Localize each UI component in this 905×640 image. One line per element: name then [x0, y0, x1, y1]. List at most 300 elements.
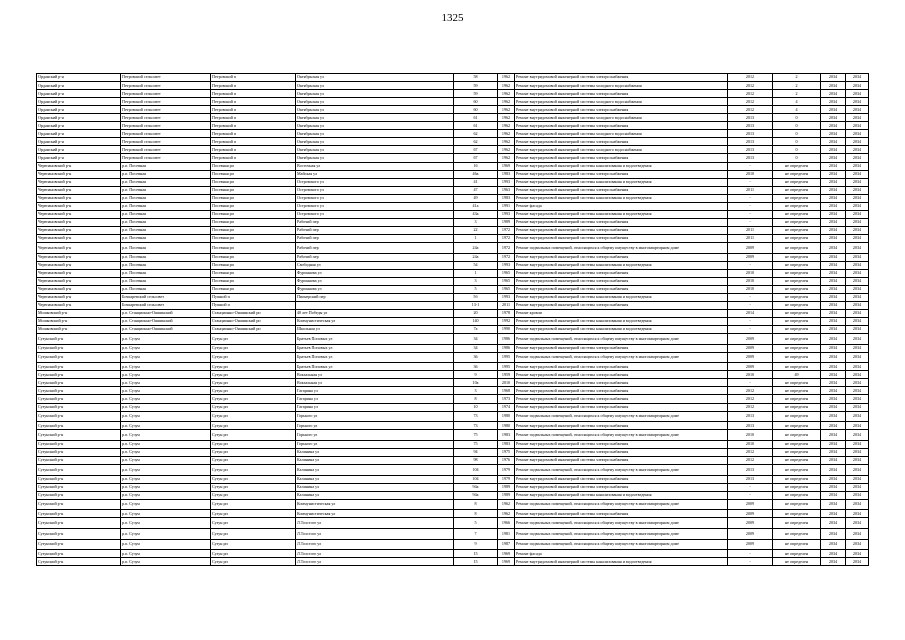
- build-year-cell: 1972: [498, 253, 515, 261]
- build-year-cell: 1993: [498, 210, 515, 218]
- district-cell: Сузунский р-н: [37, 483, 121, 491]
- cost-cell: не определен: [773, 253, 821, 261]
- plan-year-cell: -: [728, 550, 773, 558]
- deadline-end-cell: 2034: [846, 285, 869, 293]
- work-type-cell: Ремонт внутридомовой инженерной системы электроснабжения: [515, 395, 728, 403]
- settlement-cell: р.п. Сузун: [121, 411, 211, 422]
- district-cell: Орданский р-н: [37, 90, 121, 98]
- locality-cell: Посевная рп: [211, 226, 296, 234]
- deadline-end-cell: 2034: [846, 475, 869, 483]
- work-type-cell: Ремонт подвальных помещений, относящихся к общему имуществу в многоквартирном доме: [515, 334, 728, 345]
- table-row: [37, 74, 869, 82]
- plan-year-cell: 2009: [728, 242, 773, 253]
- deadline-start-cell: 2034: [821, 539, 846, 550]
- house-number-cell: 8: [454, 499, 498, 510]
- build-year-cell: 1972: [498, 226, 515, 234]
- build-year-cell: 1978: [498, 309, 515, 317]
- deadline-start-cell: 2034: [821, 422, 846, 430]
- street-cell: Гагарина ул: [296, 403, 454, 411]
- settlement-cell: р.п. Сузун: [121, 456, 211, 464]
- work-type-cell: Ремонт внутридомовой инженерной системы канализования и водоотведения: [515, 326, 728, 334]
- deadline-end-cell: 2034: [846, 326, 869, 334]
- locality-cell: Сузун рп: [211, 456, 296, 464]
- plan-year-cell: 2011: [728, 186, 773, 194]
- district-cell: Черепановский р-н: [37, 202, 121, 210]
- house-number-cell: 49: [454, 194, 498, 202]
- district-cell: Черепановский р-н: [37, 277, 121, 285]
- locality-cell: Петровский п: [211, 146, 296, 154]
- work-type-cell: Ремонт внутридомовой инженерной системы электроснабжения: [515, 269, 728, 277]
- settlement-cell: р.п. Сузун: [121, 491, 211, 499]
- build-year-cell: 1962: [498, 106, 515, 114]
- street-cell: Калинина ул: [296, 464, 454, 475]
- build-year-cell: 1987: [498, 539, 515, 550]
- build-year-cell: 1983: [498, 170, 515, 178]
- house-number-cell: 3: [454, 387, 498, 395]
- plan-year-cell: 2013: [728, 422, 773, 430]
- house-number-cell: 24а: [454, 253, 498, 261]
- cost-cell: не определен: [773, 430, 821, 441]
- plan-year-cell: -: [728, 326, 773, 334]
- deadline-end-cell: 2034: [846, 162, 869, 170]
- house-number-cell: 59: [454, 90, 498, 98]
- work-type-cell: Ремонт подвальных помещений, относящихся к общему имуществу в многоквартирном доме: [515, 411, 728, 422]
- locality-cell: Сузун рп: [211, 379, 296, 387]
- deadline-end-cell: 2034: [846, 253, 869, 261]
- deadline-end-cell: 2034: [846, 269, 869, 277]
- settlement-cell: р.п. Сузун: [121, 558, 211, 566]
- work-type-cell: Ремонт внутридомовой инженерной системы электроснабжения: [515, 363, 728, 371]
- settlement-cell: Петровский сельсовет: [121, 90, 211, 98]
- locality-cell: Сузун рп: [211, 550, 296, 558]
- build-year-cell: 1976: [498, 456, 515, 464]
- table-row: [37, 130, 869, 138]
- deadline-end-cell: 2034: [846, 106, 869, 114]
- settlement-cell: р.п. Сузун: [121, 363, 211, 371]
- plan-year-cell: 2013: [728, 130, 773, 138]
- district-cell: Орданский р-н: [37, 122, 121, 130]
- house-number-cell: 94: [454, 448, 498, 456]
- table-row: [37, 146, 869, 154]
- build-year-cell: 1968: [498, 387, 515, 395]
- cost-cell: не определен: [773, 285, 821, 293]
- street-cell: Калинина ул: [296, 448, 454, 456]
- street-cell: Гагарина ул: [296, 395, 454, 403]
- table-row: [37, 371, 869, 379]
- cost-cell: не определен: [773, 550, 821, 558]
- house-number-cell: 9: [454, 539, 498, 550]
- settlement-cell: р.п. Сузун: [121, 440, 211, 448]
- plan-year-cell: -: [728, 162, 773, 170]
- work-type-cell: Ремонт внутридомовой инженерной системы электроснабжения: [515, 226, 728, 234]
- settlement-cell: р.п. Посевная: [121, 269, 211, 277]
- build-year-cell: 1980: [498, 422, 515, 430]
- locality-cell: Сузун рп: [211, 411, 296, 422]
- cost-cell: 2: [773, 82, 821, 90]
- street-cell: [296, 301, 454, 309]
- house-number-cell: 46а: [454, 170, 498, 178]
- house-number-cell: 41а: [454, 202, 498, 210]
- locality-cell: Сузун рп: [211, 491, 296, 499]
- street-cell: Октябрьская ул: [296, 138, 454, 146]
- plan-year-cell: 2009: [728, 510, 773, 518]
- plan-year-cell: 2013: [728, 475, 773, 483]
- deadline-end-cell: 2034: [846, 234, 869, 242]
- build-year-cell: 1962: [498, 154, 515, 162]
- street-cell: Островского ул: [296, 202, 454, 210]
- district-cell: Черепановский р-н: [37, 210, 121, 218]
- house-number-cell: 24а: [454, 242, 498, 253]
- settlement-cell: р.п. Станционно-Ояшинский: [121, 309, 211, 317]
- table-row: [37, 218, 869, 226]
- cost-cell: не определен: [773, 226, 821, 234]
- deadline-end-cell: 2034: [846, 277, 869, 285]
- settlement-cell: р.п. Станционно-Ояшинский: [121, 317, 211, 325]
- district-cell: Сузунский р-н: [37, 448, 121, 456]
- district-cell: Сузунский р-н: [37, 334, 121, 345]
- locality-cell: Сузун рп: [211, 483, 296, 491]
- plan-year-cell: 2009: [728, 344, 773, 352]
- settlement-cell: Петровский сельсовет: [121, 154, 211, 162]
- street-cell: Горького ул: [296, 430, 454, 441]
- deadline-start-cell: 2034: [821, 114, 846, 122]
- work-type-cell: Ремонт внутридомовой инженерной системы электроснабжения: [515, 475, 728, 483]
- locality-cell: Посевная рп: [211, 202, 296, 210]
- deadline-end-cell: 2034: [846, 90, 869, 98]
- deadline-end-cell: 2034: [846, 371, 869, 379]
- plan-year-cell: 2009: [728, 253, 773, 261]
- house-number-cell: 8: [454, 510, 498, 518]
- locality-cell: Петровский п: [211, 90, 296, 98]
- locality-cell: Петровский п: [211, 114, 296, 122]
- cost-cell: не определен: [773, 491, 821, 499]
- district-cell: Мошковский р-н: [37, 317, 121, 325]
- build-year-cell: 1965: [498, 285, 515, 293]
- build-year-cell: 1981: [498, 528, 515, 539]
- cost-cell: не определен: [773, 170, 821, 178]
- house-number-cell: 3: [454, 218, 498, 226]
- street-cell: Калинина ул: [296, 456, 454, 464]
- street-cell: Рабочий пер: [296, 234, 454, 242]
- district-cell: Сузунский р-н: [37, 475, 121, 483]
- build-year-cell: 1962: [498, 146, 515, 154]
- house-number-cell: 20: [454, 309, 498, 317]
- settlement-cell: р.п. Сузун: [121, 539, 211, 550]
- table-row: [37, 430, 869, 441]
- locality-cell: Посевная рп: [211, 210, 296, 218]
- build-year-cell: 2010: [498, 379, 515, 387]
- deadline-end-cell: 2034: [846, 146, 869, 154]
- plan-year-cell: 2012: [728, 395, 773, 403]
- build-year-cell: 1974: [498, 403, 515, 411]
- settlement-cell: Петровский сельсовет: [121, 138, 211, 146]
- work-type-cell: Ремонт подвальных помещений, относящихся к общему имуществу в многоквартирном доме: [515, 499, 728, 510]
- plan-year-cell: 2010: [728, 440, 773, 448]
- house-number-cell: 98: [454, 456, 498, 464]
- table-row: [37, 499, 869, 510]
- district-cell: Черепановский р-н: [37, 162, 121, 170]
- house-number-cell: 22: [454, 226, 498, 234]
- house-number-cell: 60: [454, 106, 498, 114]
- street-cell: Октябрьская ул: [296, 82, 454, 90]
- deadline-start-cell: 2034: [821, 352, 846, 363]
- cost-cell: 2: [773, 90, 821, 98]
- plan-year-cell: -: [728, 210, 773, 218]
- district-cell: Мошковский р-н: [37, 309, 121, 317]
- house-number-cell: 54: [454, 261, 498, 269]
- house-number-cell: 5: [454, 518, 498, 529]
- build-year-cell: 1962: [498, 499, 515, 510]
- table-row: [37, 242, 869, 253]
- table-row: [37, 106, 869, 114]
- register-table: [36, 73, 869, 566]
- locality-cell: Посевная рп: [211, 234, 296, 242]
- deadline-start-cell: 2034: [821, 317, 846, 325]
- district-cell: Сузунский р-н: [37, 430, 121, 441]
- cost-cell: 0: [773, 130, 821, 138]
- street-cell: Восточная ул: [296, 162, 454, 170]
- table-row: [37, 550, 869, 558]
- street-cell: Коммунистическая ул: [296, 317, 454, 325]
- settlement-cell: р.п. Сузун: [121, 403, 211, 411]
- deadline-end-cell: 2034: [846, 448, 869, 456]
- deadline-start-cell: 2034: [821, 411, 846, 422]
- build-year-cell: 1959: [498, 371, 515, 379]
- deadline-end-cell: 2034: [846, 440, 869, 448]
- deadline-end-cell: 2034: [846, 395, 869, 403]
- plan-year-cell: -: [728, 558, 773, 566]
- build-year-cell: 1993: [498, 293, 515, 301]
- deadline-start-cell: 2034: [821, 510, 846, 518]
- locality-cell: Сузун рп: [211, 558, 296, 566]
- work-type-cell: Ремонт внутридомовой инженерной системы канализования и водоотведения: [515, 293, 728, 301]
- work-type-cell: Ремонт внутридомовой инженерной системы холодного водоснабжения: [515, 130, 728, 138]
- deadline-start-cell: 2034: [821, 178, 846, 186]
- cost-cell: не определен: [773, 309, 821, 317]
- locality-cell: Сузун рп: [211, 352, 296, 363]
- build-year-cell: 1991: [498, 202, 515, 210]
- build-year-cell: 1972: [498, 234, 515, 242]
- settlement-cell: р.п. Посевная: [121, 202, 211, 210]
- table-row: [37, 363, 869, 371]
- street-cell: Октябрьская ул: [296, 98, 454, 106]
- table-row: [37, 440, 869, 448]
- table-row: [37, 387, 869, 395]
- house-number-cell: 75: [454, 440, 498, 448]
- locality-cell: Сузун рп: [211, 395, 296, 403]
- locality-cell: Сузун рп: [211, 528, 296, 539]
- house-number-cell: 13-1: [454, 301, 498, 309]
- settlement-cell: Петровский сельсовет: [121, 74, 211, 82]
- build-year-cell: 1980: [498, 411, 515, 422]
- plan-year-cell: 2010: [728, 170, 773, 178]
- cost-cell: 2: [773, 74, 821, 82]
- street-cell: Горького ул: [296, 440, 454, 448]
- house-number-cell: 9: [454, 371, 498, 379]
- table-row: [37, 448, 869, 456]
- work-type-cell: Ремонт внутридомовой инженерной системы канализования и водоотведения: [515, 261, 728, 269]
- street-cell: Братьев Поповых ул: [296, 352, 454, 363]
- plan-year-cell: 2013: [728, 122, 773, 130]
- settlement-cell: р.п. Посевная: [121, 218, 211, 226]
- work-type-cell: Ремонт подвальных помещений, относящихся к общему имуществу в многоквартирном доме: [515, 518, 728, 529]
- plan-year-cell: -: [728, 178, 773, 186]
- cost-cell: не определен: [773, 528, 821, 539]
- district-cell: Сузунский р-н: [37, 440, 121, 448]
- district-cell: Орданский р-н: [37, 154, 121, 162]
- district-cell: Сузунский р-н: [37, 395, 121, 403]
- deadline-start-cell: 2034: [821, 309, 846, 317]
- house-number-cell: 36: [454, 352, 498, 363]
- cost-cell: не определен: [773, 483, 821, 491]
- deadline-start-cell: 2034: [821, 326, 846, 334]
- cost-cell: не определен: [773, 242, 821, 253]
- locality-cell: Петровский п: [211, 98, 296, 106]
- deadline-start-cell: 2034: [821, 344, 846, 352]
- cost-cell: 0: [773, 122, 821, 130]
- deadline-end-cell: 2034: [846, 539, 869, 550]
- street-cell: Рабочий пер: [296, 226, 454, 234]
- settlement-cell: р.п. Посевная: [121, 186, 211, 194]
- deadline-start-cell: 2034: [821, 162, 846, 170]
- page-number: 1325: [441, 12, 464, 24]
- work-type-cell: Ремонт внутридомовой инженерной системы электроснабжения: [515, 74, 728, 82]
- settlement-cell: р.п. Сузун: [121, 483, 211, 491]
- table-row: [37, 403, 869, 411]
- settlement-cell: р.п. Сузун: [121, 422, 211, 430]
- build-year-cell: 1986: [498, 344, 515, 352]
- deadline-start-cell: 2034: [821, 242, 846, 253]
- house-number-cell: 5б: [454, 293, 498, 301]
- deadline-end-cell: 2034: [846, 186, 869, 194]
- build-year-cell: 1973: [498, 395, 515, 403]
- district-cell: Орданский р-н: [37, 138, 121, 146]
- deadline-start-cell: 2034: [821, 234, 846, 242]
- locality-cell: Посевная рп: [211, 218, 296, 226]
- house-number-cell: 15: [454, 558, 498, 566]
- locality-cell: Посевная рп: [211, 277, 296, 285]
- street-cell: Октябрьская ул: [296, 106, 454, 114]
- street-cell: Коммунистическая ул: [296, 499, 454, 510]
- table-row: [37, 301, 869, 309]
- deadline-end-cell: 2034: [846, 499, 869, 510]
- plan-year-cell: 2012: [728, 82, 773, 90]
- cost-cell: 0: [773, 154, 821, 162]
- work-type-cell: Ремонт подвальных помещений, относящихся к общему имуществу в многоквартирном доме: [515, 539, 728, 550]
- cost-cell: не определен: [773, 403, 821, 411]
- plan-year-cell: 2013: [728, 114, 773, 122]
- table-row: [37, 178, 869, 186]
- district-cell: Черепановский р-н: [37, 285, 121, 293]
- work-type-cell: Ремонт подвальных помещений, относящихся к общему имуществу в многоквартирном доме: [515, 352, 728, 363]
- cost-cell: не определен: [773, 234, 821, 242]
- build-year-cell: 1989: [498, 483, 515, 491]
- deadline-start-cell: 2034: [821, 261, 846, 269]
- deadline-end-cell: 2034: [846, 422, 869, 430]
- district-cell: Сузунский р-н: [37, 403, 121, 411]
- house-number-cell: 104: [454, 475, 498, 483]
- settlement-cell: р.п. Посевная: [121, 210, 211, 218]
- work-type-cell: Ремонт внутридомовой инженерной системы электроснабжения: [515, 122, 728, 130]
- cost-cell: не определен: [773, 178, 821, 186]
- settlement-cell: р.п. Сузун: [121, 379, 211, 387]
- district-cell: Орданский р-н: [37, 114, 121, 122]
- deadline-start-cell: 2034: [821, 98, 846, 106]
- table-row: [37, 162, 869, 170]
- locality-cell: Сузун рп: [211, 363, 296, 371]
- settlement-cell: р.п. Сузун: [121, 387, 211, 395]
- deadline-end-cell: 2034: [846, 293, 869, 301]
- house-number-cell: 41: [454, 178, 498, 186]
- deadline-start-cell: 2034: [821, 202, 846, 210]
- work-type-cell: Ремонт внутридомовой инженерной системы электроснабжения: [515, 448, 728, 456]
- plan-year-cell: 2011: [728, 234, 773, 242]
- work-type-cell: Ремонт внутридомовой инженерной системы электроснабжения: [515, 218, 728, 226]
- table-row: [37, 90, 869, 98]
- deadline-start-cell: 2034: [821, 277, 846, 285]
- build-year-cell: 1966: [498, 518, 515, 529]
- work-type-cell: Ремонт внутридомовой инженерной системы канализования и водоотведения: [515, 194, 728, 202]
- table-row: [37, 154, 869, 162]
- house-number-cell: 59: [454, 82, 498, 90]
- street-cell: Рабочий пер: [296, 242, 454, 253]
- cost-cell: не определен: [773, 411, 821, 422]
- cost-cell: не определен: [773, 162, 821, 170]
- work-type-cell: Ремонт внутридомовой инженерной системы электроснабжения: [515, 277, 728, 285]
- deadline-start-cell: 2034: [821, 253, 846, 261]
- work-type-cell: Ремонт подвальных помещений, относящихся к общему имуществу в многоквартирном доме: [515, 528, 728, 539]
- street-cell: Л.Толстого ул: [296, 539, 454, 550]
- table-row: [37, 202, 869, 210]
- locality-cell: Сузун рп: [211, 518, 296, 529]
- district-cell: Сузунский р-н: [37, 499, 121, 510]
- deadline-end-cell: 2034: [846, 550, 869, 558]
- settlement-cell: р.п. Посевная: [121, 253, 211, 261]
- district-cell: Сузунский р-н: [37, 518, 121, 529]
- work-type-cell: Ремонт внутридомовой инженерной системы электроснабжения: [515, 90, 728, 98]
- district-cell: Черепановский р-н: [37, 242, 121, 253]
- deadline-start-cell: 2034: [821, 186, 846, 194]
- work-type-cell: Ремонт внутридомовой инженерной системы электроснабжения: [515, 344, 728, 352]
- deadline-end-cell: 2034: [846, 352, 869, 363]
- plan-year-cell: -: [728, 317, 773, 325]
- house-number-cell: 34: [454, 334, 498, 345]
- locality-cell: Сузун рп: [211, 403, 296, 411]
- deadline-end-cell: 2034: [846, 122, 869, 130]
- street-cell: Л.Толстого ул: [296, 518, 454, 529]
- build-year-cell: 1963: [498, 186, 515, 194]
- settlement-cell: р.п. Посевная: [121, 261, 211, 269]
- plan-year-cell: 2013: [728, 138, 773, 146]
- cost-cell: не определен: [773, 202, 821, 210]
- plan-year-cell: 2012: [728, 387, 773, 395]
- locality-cell: Посевная рп: [211, 242, 296, 253]
- locality-cell: Станционно-Ояшинский рп: [211, 326, 296, 334]
- build-year-cell: 1983: [498, 430, 515, 441]
- build-year-cell: 1969: [498, 558, 515, 566]
- district-cell: Сузунский р-н: [37, 411, 121, 422]
- house-number-cell: 5: [454, 285, 498, 293]
- locality-cell: Сузун рп: [211, 344, 296, 352]
- deadline-start-cell: 2034: [821, 146, 846, 154]
- settlement-cell: р.п. Станционно-Ояшинский: [121, 326, 211, 334]
- build-year-cell: 1962: [498, 82, 515, 90]
- table-row: [37, 226, 869, 234]
- table-row: [37, 352, 869, 363]
- deadline-start-cell: 2034: [821, 550, 846, 558]
- street-cell: Вокзальная ул: [296, 379, 454, 387]
- settlement-cell: р.п. Посевная: [121, 277, 211, 285]
